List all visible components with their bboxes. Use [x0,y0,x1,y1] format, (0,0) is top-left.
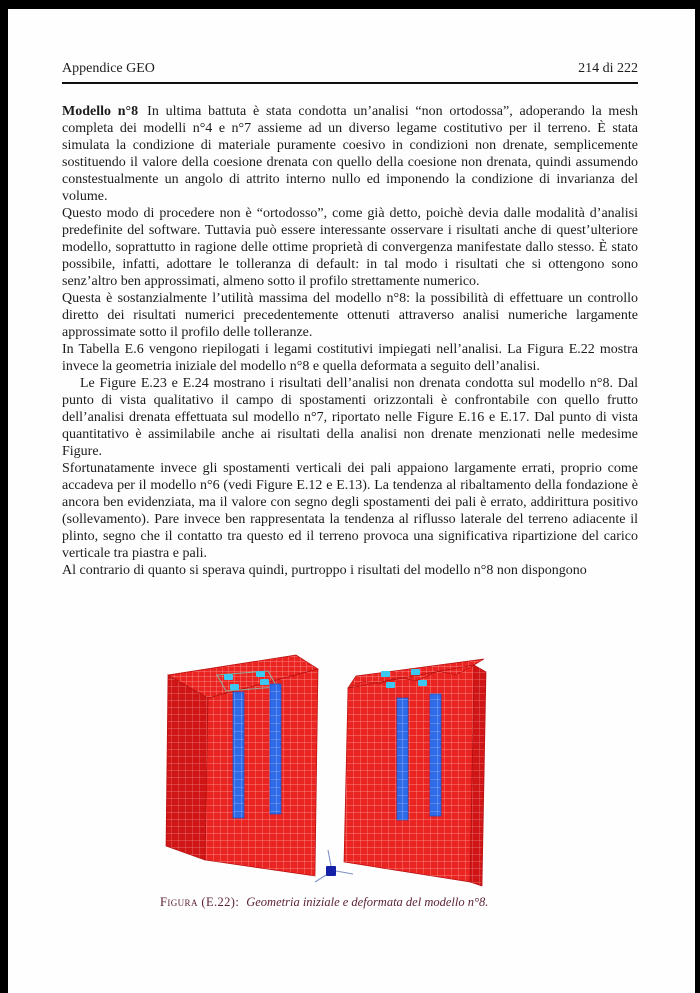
paragraph-figure-e23-e24: Le Figure E.23 e E.24 mostrano i risultati dell’analisi non drenata condotta sul modello n°8. Dal punto di vista qualitativo il campo di spostamenti orizzontali è confrontabile con quello frutto dell’analisi drenata effettuata sul modello n°7, riportato nelle Figure E.16 e E.17. Dal punto di vista quantitativo è assimilabile anche ai risultati della analisi non drenate menzionati nelle medesime Figure. [62,376,638,459]
paragraph-metodo-ortodosso: Questo modo di procedere non è “ortodosso”, come già detto, poichè devia dalle modalità d’analisi predefinite del software. Tuttavia può essere interessante osservare i risultati anche di quest’ulteriore modello, soprattutto in ragione delle ottime proprietà di convergenza manifestate dallo stesso. È stato possibile, infatti, adottare le tolleranza di default: in tal modo i risultati che si ottengono sono senz’altro ben approssimati, almeno sotto il profilo strettamente numerico. [62,206,638,289]
pile [430,694,441,816]
block-front-face [344,665,474,882]
pile-head [230,684,239,690]
paragraph-modello-n8 [62,103,638,205]
page-header [62,61,638,84]
paragraph-text: In ultima battuta è stata condotta un’analisi “non ortodossa”, adoperando la mesh completa dei modelli n°4 e n°7 assieme ad un diverso legame costitutivo per il terreno. È stata simulata la condizione di materiale puramente coesivo in condizioni non drenate, semplicemente sostituendo il valore della coesione drenata con quello della coesione non drenata, quindi assumendo constestualmente un angolo di attrito interno nullo ed imponendo la condizione di invarianza del volume. [62,104,638,204]
mesh-block-deformed [344,659,486,886]
mesh-block-initial [166,655,318,876]
pile-head [260,679,269,685]
pile-head [386,682,395,688]
paragraph-utilita-massima: Questa è sostanzialmente l’utilità massima del modello n°8: la possibilità di effettuare un controllo diretto dei risultati numerici precedentemente ottenuti attraverso analisi numeriche largamente approssimate sotto il profilo delle tolleranze. [62,291,638,340]
paragraph-tabella-e6: In Tabella E.6 vengono riepilogati i legami costitutivi impiegati nell’analisi. La Figura E.22 mostra invece la geometria iniziale del modello n°8 e quella deformata a seguito dell’analisi. [62,342,638,374]
block-left-face [166,675,208,860]
pile-head [256,671,265,677]
paragraph-al-contrario: Al contrario di quanto si sperava quindi, purtroppo i risultati del modello n°8 non dispongono [62,563,587,578]
pile-head [224,674,233,680]
pile-head [411,669,420,675]
body-text [62,103,638,579]
figure-caption-text: Geometria iniziale e deformata del modello n°8. [246,895,489,909]
pile-head [381,671,390,677]
header-page-number: 214 di 222 [578,61,638,76]
paragraph-lead-bold: Modello n°8 [62,104,139,119]
figure-caption [160,895,488,910]
pile [233,692,244,818]
figure-e22-mesh-image [150,651,550,901]
document-page [8,9,695,993]
pile-head [418,680,427,686]
pile [270,684,281,814]
block-front-face [205,669,318,876]
pile [397,698,408,820]
figure-caption-label: Figura (E.22): [160,895,240,909]
header-section-title: Appendice GEO [62,61,155,76]
paragraph-spostamenti-verticali: Sfortunatamente invece gli spostamenti verticali dei pali appaiono largamente errati, proprio come accadeva per il modello n°6 (vedi Figure E.12 e E.13). La tendenza al ribaltamento della fondazione è ancora ben evidenziata, ma il valore con segno degli spostamenti dei pali è errato, addirittura positivo (sollevamento). Pare invece ben rappresentata la tendenza al riflusso laterale del terreno adiacente il plinto, segno che il contatto tra questo ed il terreno provoca una significativa ripartizione del carico verticale tra piastra e pali. [62,461,638,561]
